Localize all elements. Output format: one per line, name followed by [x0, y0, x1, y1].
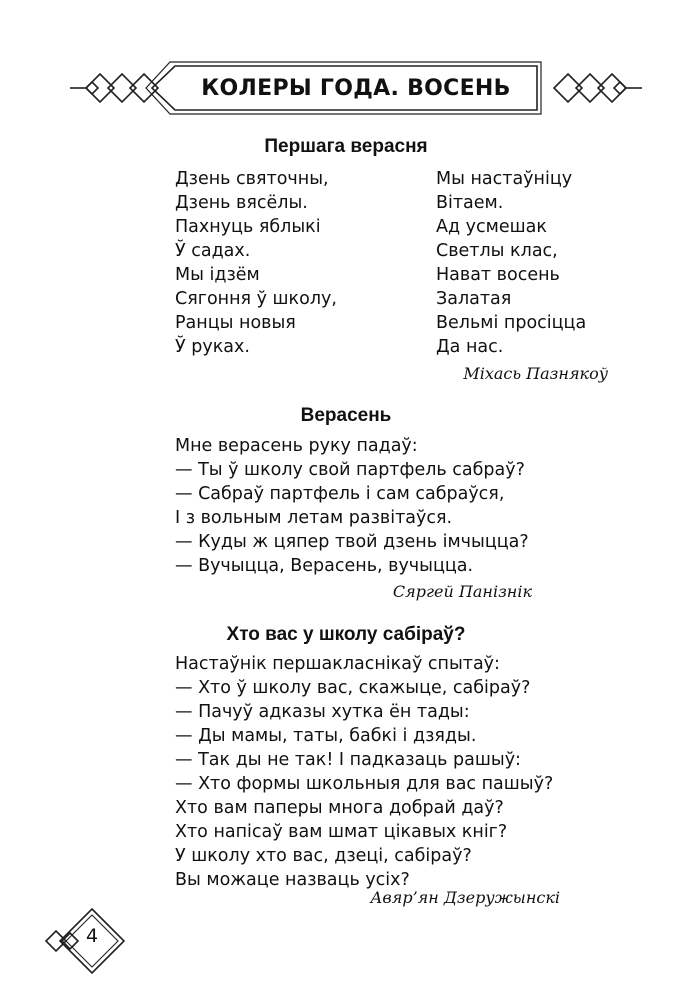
- poem-line: Залатая: [436, 289, 512, 309]
- poem-title: Першага верасня: [264, 136, 428, 157]
- poem-line: Мы ідзём: [175, 265, 260, 285]
- poem-line: Ранцы новыя: [175, 313, 296, 333]
- poem-title: Верасень: [300, 405, 392, 426]
- poem-body: [175, 652, 553, 892]
- poem-author: Сяргей Панізнік: [392, 582, 532, 601]
- poem-line: Да нас.: [436, 337, 504, 357]
- poem-line: Вельмі просіцца: [436, 313, 587, 333]
- chapter-title: КОЛЕРЫ ГОДА. ВОСЕНЬ: [201, 75, 511, 101]
- poem-author: Авяр’ян Дзеружынскі: [370, 888, 560, 907]
- page-number: 4: [85, 925, 99, 947]
- poem-line: Светлы клас,: [436, 241, 558, 261]
- poem-line: Вітаем.: [436, 193, 504, 213]
- poem-line: Хто напісаў вам шмат цікавых кніг?: [175, 822, 508, 842]
- poem-line: І з вольным летам развітаўся.: [175, 508, 453, 528]
- poem-line: Дзень вясёлы.: [175, 193, 308, 213]
- poem-line: — Хто ў школу вас, скажыце, сабіраў?: [175, 678, 531, 698]
- poem-line: Нават восень: [436, 265, 560, 285]
- poem-line: Мы настаўніцу: [436, 169, 573, 189]
- poem-line: — Пачуў адказы хутка ён тады:: [175, 702, 470, 722]
- poem-line: — Ты ў школу свой партфель сабраў?: [175, 460, 525, 480]
- poem-author: Міхась Пазнякоў: [463, 364, 608, 383]
- poem-line: — Вучыцца, Верасень, вучыцца.: [175, 556, 474, 576]
- poem-line: Сягоння ў школу,: [175, 289, 337, 309]
- poem-line: Ў руках.: [175, 337, 250, 357]
- poem-body: [175, 434, 529, 578]
- poem-title: Хто вас у школу сабіраў?: [226, 624, 466, 645]
- poem-line: — Ды мамы, таты, бабкі і дзяды.: [175, 726, 477, 746]
- poem-line: Настаўнік першакласнікаў спытаў:: [175, 654, 500, 674]
- poem-line: У школу хто вас, дзеці, сабіраў?: [175, 846, 472, 866]
- poem-line: Ў садах.: [175, 241, 251, 261]
- poem-line: — Куды ж цяпер твой дзень імчыцца?: [175, 532, 529, 552]
- poem-line: Пахнуць яблыкі: [175, 217, 321, 237]
- chapter-banner: [0, 0, 692, 130]
- poem-column-right: [436, 167, 586, 359]
- poem-column-left: [175, 167, 337, 359]
- poem-line: Хто вам паперы многа добрай даў?: [175, 798, 504, 818]
- poem-line: Ад усмешак: [436, 217, 547, 237]
- poem-line: — Так ды не так! І падказаць рашыў:: [175, 750, 521, 770]
- poem-line: Дзень святочны,: [175, 169, 329, 189]
- poem-line: Вы можаце назваць усіх?: [175, 870, 410, 890]
- poem-line: — Сабраў партфель і сам сабраўся,: [175, 484, 505, 504]
- poem-line: Мне верасень руку падаў:: [175, 436, 418, 456]
- poem-line: — Хто формы школьныя для вас пашыў?: [175, 774, 554, 794]
